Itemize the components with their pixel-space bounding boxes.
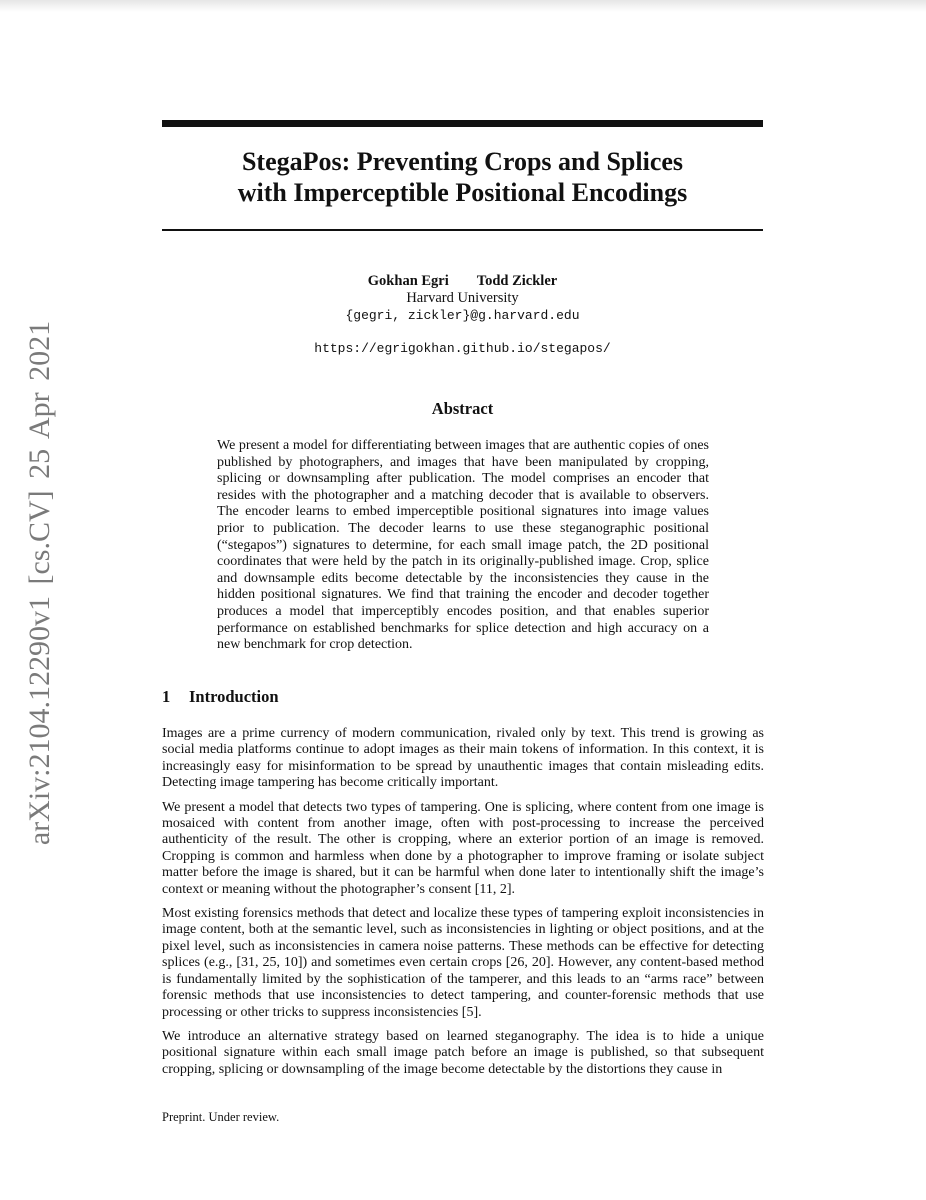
body-paragraph: We present a model that detects two types of tampering. One is splicing, where content from one image is mosaiced with content from another image, often with post-processing to increase the perceived authenticity of the result. The other is cropping, where an exterior portion of an image is removed. Cropping is common and harmless when done by a photographer to improve framing or isolate subject matter before the image is shared, but it can be harmful when done later to intentionally shift the image’s context or meaning without the photographer’s consent [11, 2]. <box>162 799 764 897</box>
project-url[interactable]: https://egrigokhan.github.io/stegapos/ <box>314 341 611 356</box>
author-name: Gokhan Egri <box>367 273 449 289</box>
body-paragraph: Images are a prime currency of modern communication, rivaled only by text. This trend is growing as social media platforms continue to adopt images as their main tokens of information. In this context, it is increasingly easy for misinformation to be spread by unauthentic images that contain misleading edits. Detecting image tampering has become critically important. <box>162 726 764 791</box>
author-name: Todd Zickler <box>476 273 558 289</box>
paper-title-line-2: with Imperceptible Positional Encodings <box>237 178 688 207</box>
arxiv-identifier-stamp: arXiv:2104.12290v1 [cs.CV] 25 Apr 2021 <box>23 320 56 846</box>
paper-title-line-1: StegaPos: Preventing Crops and Splices <box>241 147 684 176</box>
page-top-shadow <box>0 0 926 12</box>
author-affiliation: Harvard University <box>406 290 519 306</box>
introduction-body <box>162 726 764 1086</box>
title-rule-top <box>162 120 763 127</box>
abstract-heading: Abstract <box>431 399 494 418</box>
abstract-text: We present a model for differentiating between images that are authentic copies of ones published by photographers, and images that have been manipulated by cropping, splicing or downsampling after publication. The model comprises an encoder that resides with the photographer and a matching decoder that is available to observers. The encoder learns to embed imperceptible positional signatures into image values prior to publication. The decoder learns to use these steganographic positional (“stegapos”) signatures to determine, for each small image patch, the 2D positional coordinates that were held by the patch in its originally-published image. Crop, splice and downsample edits become detectable by the inconsistencies they cause in the hidden positional signatures. We find that training the encoder and decoder together produces a model that imperceptibly encodes position, and that enables superior performance on established benchmarks for splice detection and high accuracy on a new benchmark for crop detection. <box>217 438 709 653</box>
body-paragraph: Most existing forensics methods that detect and localize these types of tampering exploit inconsistencies in image content, both at the semantic level, such as inconsistencies in lighting or object positions, and at the pixel level, such as inconsistencies in camera noise patterns. These methods can be effective for detecting splices (e.g., [31, 25, 10]) and sometimes even certain crops [26, 20]. However, any content-based method is fundamentally limited by the sophistication of the tamperer, and this leads to an “arms race” between forensic methods that use inconsistencies to detect tampering, and counter-forensic methods that use processing or other tricks to suppress inconsistencies [5]. <box>162 906 764 1020</box>
section-title: Introduction <box>189 687 279 706</box>
author-list <box>162 272 763 290</box>
paper-title <box>162 146 763 208</box>
body-paragraph: We introduce an alternative strategy based on learned steganography. The idea is to hide a unique positional signature within each small image patch before an image is published, so that subsequent cropping, splicing or downsampling of the image become detectable by the distortions they cause in <box>162 1028 764 1077</box>
section-heading-introduction <box>162 687 763 707</box>
section-number: 1 <box>162 687 171 706</box>
page-footer-note: Preprint. Under review. <box>162 1110 280 1124</box>
author-email: {gegri, zickler}@g.harvard.edu <box>345 308 580 323</box>
title-rule-bottom <box>162 229 763 231</box>
